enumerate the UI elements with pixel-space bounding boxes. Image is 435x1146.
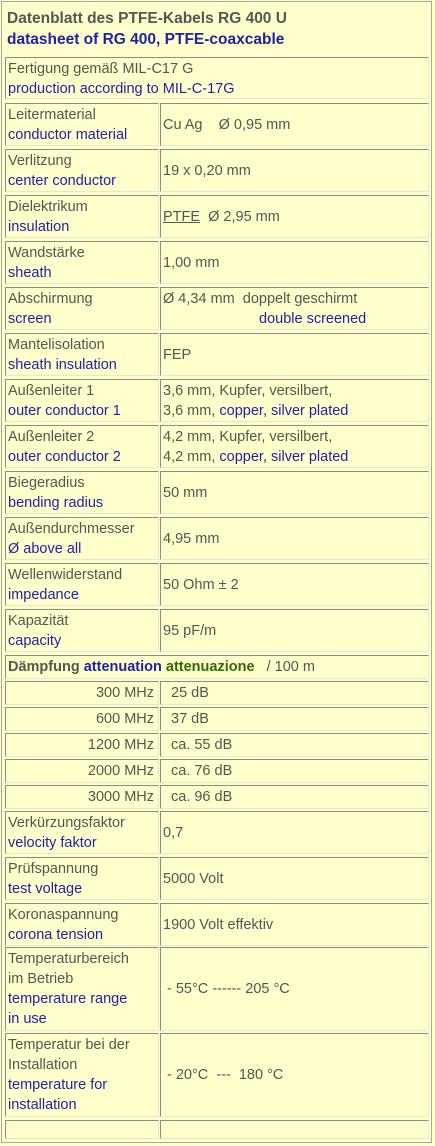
spec-value: FEP: [163, 346, 192, 363]
spec-label-english: insulation: [8, 219, 70, 235]
spec-label-german: Außenleiter 2: [8, 429, 95, 445]
spec-value-cell: [160, 903, 429, 946]
attenuation-value-cell: [160, 733, 429, 757]
spec-label-german: Wellenwiderstand: [8, 567, 123, 583]
spec-value-english-text: copper, silver plated: [219, 403, 349, 419]
spec-label-german: Biegeradius: [8, 475, 85, 491]
spec-label-german: Verkürzungsfaktor: [8, 815, 125, 831]
attenuation-freq-cell: [5, 785, 159, 809]
spec-value: 1900 Volt effektiv: [163, 916, 274, 933]
attenuation-value: 25 dB: [171, 685, 209, 701]
spec-value: 5000 Volt: [163, 870, 224, 887]
spec-value-cell: [160, 195, 429, 238]
spec-label-cell: [5, 609, 159, 652]
spec-label-cell: [5, 563, 159, 606]
spec-value-cell: [160, 517, 429, 560]
attenuation-german: Dämpfung: [8, 659, 80, 675]
spec-label-german: Koronaspannung: [8, 907, 119, 923]
temperature-label-german: Temperaturbereich: [8, 951, 129, 967]
spec-label-english: velocity faktor: [8, 835, 97, 851]
spec-label-cell: [5, 517, 159, 560]
attenuation-freq-cell: [5, 681, 159, 705]
spec-value-cell: [160, 857, 429, 900]
temperature-value-cell: [160, 947, 429, 1031]
spec-value: 95 pF/m: [163, 622, 217, 639]
attenuation-freq-cell: [5, 707, 159, 731]
attenuation-value-cell: [160, 707, 429, 731]
spec-value: 1,00 mm: [163, 254, 220, 271]
page-title: [7, 8, 287, 50]
spec-value: [163, 207, 280, 227]
temperature-label-german: Temperatur bei der: [8, 1037, 130, 1053]
spec-value-cell: [160, 379, 429, 422]
attenuation-header: [5, 655, 429, 679]
spec-label-german: Verlitzung: [8, 153, 72, 169]
spec-label-german: Wandstärke: [8, 245, 85, 261]
spec-label-german: Leitermaterial: [8, 107, 96, 123]
attenuation-value: ca. 76 dB: [171, 763, 233, 779]
spec-label-cell: [5, 425, 159, 468]
attenuation-freq: 600 MHz: [95, 711, 154, 727]
spec-value: 19 x 0,20 mm: [163, 162, 251, 179]
spec-label-english: sheath insulation: [8, 357, 117, 373]
temperature-label-english: in use: [8, 1011, 47, 1027]
spec-value: 0,7: [163, 824, 184, 841]
title-german: Datenblatt des PTFE-Kabels RG 400 U: [7, 10, 287, 27]
temperature-value: - 20°C --- 180 °C: [167, 1067, 284, 1083]
spec-value-english-size: 3,6 mm,: [163, 403, 220, 419]
attenuation-value: ca. 96 dB: [171, 789, 233, 805]
temperature-label-english: temperature for: [8, 1077, 108, 1093]
spec-label-cell: [5, 857, 159, 900]
spec-label-cell: [5, 149, 159, 192]
attenuation-freq-cell: [5, 759, 159, 783]
temperature-label-german: im Betrieb: [8, 971, 74, 987]
spec-label-english: screen: [8, 311, 52, 327]
spec-value-cell: [160, 241, 429, 284]
spec-label-german: Prüfspannung: [8, 861, 99, 877]
spec-label-cell: [5, 103, 159, 146]
spec-value-cell: [160, 333, 429, 376]
spec-value-cell: [160, 287, 429, 330]
spec-label-english: Ø above all: [8, 541, 82, 557]
attenuation-value-cell: [160, 759, 429, 783]
spec-label-english: bending radius: [8, 495, 104, 511]
attenuation-value-cell: [160, 785, 429, 809]
empty-value-cell: [160, 1120, 429, 1139]
attenuation-value: ca. 55 dB: [171, 737, 233, 753]
attenuation-freq: 1200 MHz: [87, 737, 154, 753]
spec-value-cell: [160, 609, 429, 652]
spec-value: 50 mm: [163, 484, 208, 501]
spec-value-english: double screened: [259, 311, 367, 327]
temperature-label-english: installation: [8, 1097, 77, 1113]
spec-value-cell: [160, 811, 429, 854]
spec-value-underlined: PTFE: [163, 208, 201, 225]
attenuation-value: 37 dB: [171, 711, 209, 727]
spec-value: 50 Ohm ± 2: [163, 576, 239, 593]
spec-value: Cu Ag Ø 0,95 mm: [163, 116, 291, 133]
attenuation-italian: attenuazione: [165, 659, 255, 675]
spec-value-german: 3,6 mm, Kupfer, versilbert,: [163, 383, 333, 399]
attenuation-freq-cell: [5, 733, 159, 757]
attenuation-unit: / 100 m: [258, 659, 315, 675]
spec-value-german: Ø 4,34 mm doppelt geschirmt: [163, 291, 358, 307]
attenuation-freq: 300 MHz: [95, 685, 154, 701]
spec-label-english: outer conductor 2: [8, 449, 121, 465]
spec-value-cell: [160, 425, 429, 468]
attenuation-freq: 2000 MHz: [87, 763, 154, 779]
title-english: datasheet of RG 400, PTFE-coaxcable: [7, 31, 285, 48]
spec-label-cell: [5, 379, 159, 422]
spec-label-english: corona tension: [8, 927, 104, 943]
spec-label-cell: [5, 195, 159, 238]
spec-value-rest: Ø 2,95 mm: [200, 208, 280, 225]
production-english: production according to MIL-C-17G: [8, 81, 235, 97]
spec-label-german: Außendurchmesser: [8, 521, 135, 537]
spec-label-english: capacity: [8, 633, 62, 649]
production-cell: [5, 57, 429, 99]
spec-label-german: Mantelisolation: [8, 337, 105, 353]
empty-label-cell: [5, 1120, 159, 1139]
spec-label-english: sheath: [8, 265, 52, 281]
spec-value-english-size: 4,2 mm,: [163, 449, 220, 465]
spec-label-cell: [5, 241, 159, 284]
temperature-label-english: temperature range: [8, 991, 128, 1007]
attenuation-english: attenuation: [83, 659, 162, 675]
temperature-label-cell: [5, 947, 159, 1031]
spec-label-english: impedance: [8, 587, 79, 603]
spec-label-english: outer conductor 1: [8, 403, 121, 419]
spec-label-cell: [5, 471, 159, 514]
spec-label-german: Abschirmung: [8, 291, 93, 307]
spec-label-english: test voltage: [8, 881, 83, 897]
spec-label-english: conductor material: [8, 127, 128, 143]
spec-value: 4,95 mm: [163, 530, 220, 547]
temperature-label-cell: [5, 1033, 159, 1117]
attenuation-freq: 3000 MHz: [87, 789, 154, 805]
production-german: Fertigung gemäß MIL-C17 G: [8, 61, 194, 77]
spec-label-german: Außenleiter 1: [8, 383, 95, 399]
spec-value-cell: [160, 471, 429, 514]
spec-label-cell: [5, 287, 159, 330]
spec-value-cell: [160, 103, 429, 146]
attenuation-value-cell: [160, 681, 429, 705]
temperature-value-cell: [160, 1033, 429, 1117]
spec-value-english: [163, 447, 426, 467]
spec-label-german: Kapazität: [8, 613, 69, 629]
spec-value-german: 4,2 mm, Kupfer, versilbert,: [163, 429, 333, 445]
spec-label-german: Dielektrikum: [8, 199, 88, 215]
spec-label-cell: [5, 903, 159, 946]
spec-value-english: [163, 401, 426, 421]
spec-label-cell: [5, 811, 159, 854]
spec-value-cell: [160, 563, 429, 606]
spec-label-cell: [5, 333, 159, 376]
spec-value-cell: [160, 149, 429, 192]
temperature-label-german: Installation: [8, 1057, 78, 1073]
spec-label-english: center conductor: [8, 173, 117, 189]
spec-value-english-text: copper, silver plated: [219, 449, 349, 465]
temperature-value: - 55°C ------ 205 °C: [167, 981, 290, 997]
